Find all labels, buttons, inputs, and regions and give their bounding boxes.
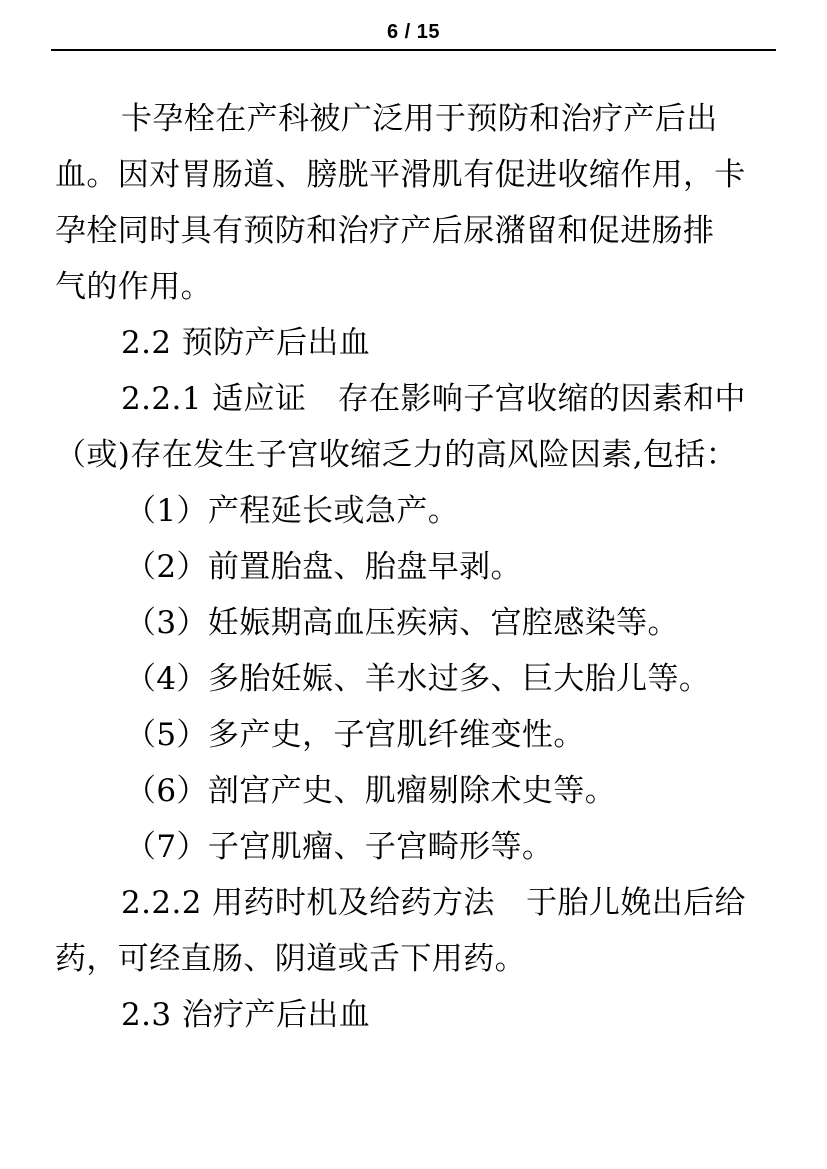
paragraph-line: 卡孕栓在产科被广泛用于预防和治疗产后出: [121, 101, 718, 137]
paragraph-line: 药，可经直肠、阴道或舌下用药。: [55, 941, 526, 977]
section-heading: 2.2 预防产后出血: [121, 325, 371, 361]
list-item: （2）前置胎盘、胎盘早剥。: [125, 549, 522, 585]
list-item: （5）多产史，子宫肌纤维变性。: [125, 717, 585, 753]
document-body: [55, 91, 775, 1043]
paragraph-line: 2.2.2 用药时机及给药方法 于胎儿娩出后给: [121, 885, 746, 921]
list-item: （1）产程延长或急产。: [125, 493, 460, 529]
list-item: （6）剖宫产史、肌瘤剔除术史等。: [125, 773, 617, 809]
list-item: （4）多胎妊娠、羊水过多、巨大胎儿等。: [125, 661, 711, 697]
paragraph-line: 2.2.1 适应证 存在影响子宫收缩的因素和中: [121, 381, 746, 417]
paragraph-line: 气的作用。: [55, 269, 212, 305]
page-number: 6 / 15: [386, 21, 441, 43]
section-heading: 2.3 治疗产后出血: [121, 997, 371, 1033]
paragraph-line: （或)存在发生子宫收缩乏力的高风险因素,包括：: [55, 437, 738, 473]
page-header: [51, 18, 776, 51]
paragraph-line: 孕栓同时具有预防和治疗产后尿潴留和促进肠排: [55, 213, 715, 249]
list-item: （3）妊娠期高血压疾病、宫腔感染等。: [125, 605, 679, 641]
list-item: （7）子宫肌瘤、子宫畸形等。: [125, 829, 554, 865]
paragraph-line: 血。因对胃肠道、膀胱平滑肌有促进收缩作用，卡: [55, 157, 746, 193]
